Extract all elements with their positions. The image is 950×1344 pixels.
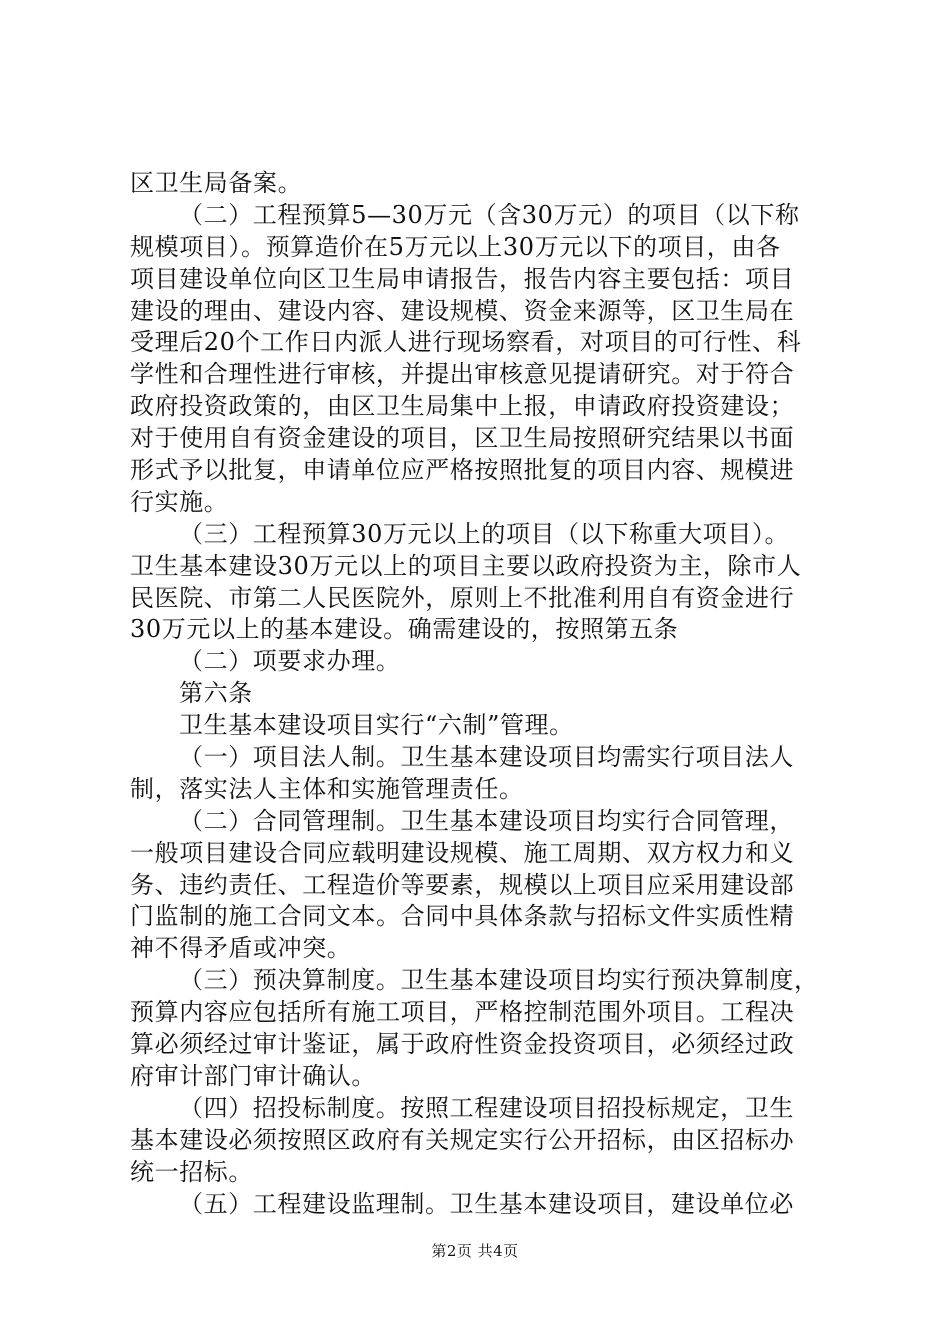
page-number: 第2页 共4页 (431, 1242, 519, 1260)
text-line: 一般项目建设合同应载明建设规模、施工周期、双方权力和义 (130, 838, 795, 867)
text-line: 制，落实法人主体和实施管理责任。 (130, 774, 524, 803)
text-line: （五）工程建设监理制。卫生基本建设项目，建设单位必 (179, 1189, 794, 1218)
text-line: 学性和合理性进行审核，并提出审核意见提请研究。对于符合 (130, 360, 795, 389)
text-line: 规模项目）。预算造价在5万元以上30万元以下的项目，由各 (130, 232, 781, 261)
text-line: 项目建设单位向区卫生局申请报告，报告内容主要包括：项目 (130, 264, 795, 293)
text-line: 第六条 (179, 679, 253, 708)
text-line: 对于使用自有资金建设的项目，区卫生局按照研究结果以书面 (130, 424, 795, 453)
text-line: （二）合同管理制。卫生基本建设项目均实行合同管理， (179, 806, 794, 835)
text-line: 算必须经过审计鉴证，属于政府性资金投资项目，必须经过政 (130, 1030, 795, 1059)
text-line: 神不得矛盾或冲突。 (130, 934, 352, 963)
text-line: 门监制的施工合同文本。合同中具体条款与招标文件实质性精 (130, 902, 795, 931)
text-line: 务、违约责任、工程造价等要素，规模以上项目应采用建设部 (130, 870, 795, 899)
text-line: （二）工程预算5—30万元（含30万元）的项目（以下称 (179, 200, 800, 229)
text-line: （一）项目法人制。卫生基本建设项目均需实行项目法人 (179, 743, 794, 772)
text-line: 卫生基本建设项目实行“六制”管理。 (179, 711, 574, 740)
text-line: 受理后20个工作日内派人进行现场察看，对项目的可行性、科 (130, 328, 802, 357)
text-line: 区卫生局备案。 (130, 169, 303, 197)
text-line: 政府投资政策的，由区卫生局集中上报，申请政府投资建设； (130, 392, 795, 421)
text-line: （二）项要求办理。 (179, 647, 401, 676)
text-line: 建设的理由、建设内容、建设规模、资金来源等，区卫生局在 (130, 296, 795, 325)
text-line: 预算内容应包括所有施工项目，严格控制范围外项目。工程决 (130, 998, 795, 1027)
text-line: 民医院、市第二人民医院外，原则上不批准利用自有资金进行 (130, 583, 795, 612)
text-line: （三）预决算制度。卫生基本建设项目均实行预决算制度， (179, 966, 819, 995)
text-line: 卫生基本建设30万元以上的项目主要以政府投资为主，除市人 (130, 551, 802, 580)
text-line: 基本建设必须按照区政府有关规定实行公开招标，由区招标办 (130, 1125, 795, 1154)
document-body (130, 168, 830, 1220)
text-line: 府审计部门审计确认。 (130, 1061, 376, 1090)
text-line: （三）工程预算30万元以上的项目（以下称重大项目）。 (179, 519, 790, 548)
text-line: （四）招投标制度。按照工程建设项目招投标规定，卫生 (179, 1093, 794, 1122)
text-line: 30万元以上的基本建设。确需建设的，按照第五条 (130, 615, 679, 644)
text-line: 行实施。 (130, 487, 229, 516)
text-line: 统一招标。 (130, 1157, 253, 1186)
text-line: 形式予以批复，申请单位应严格按照批复的项目内容、规模进 (130, 456, 795, 485)
